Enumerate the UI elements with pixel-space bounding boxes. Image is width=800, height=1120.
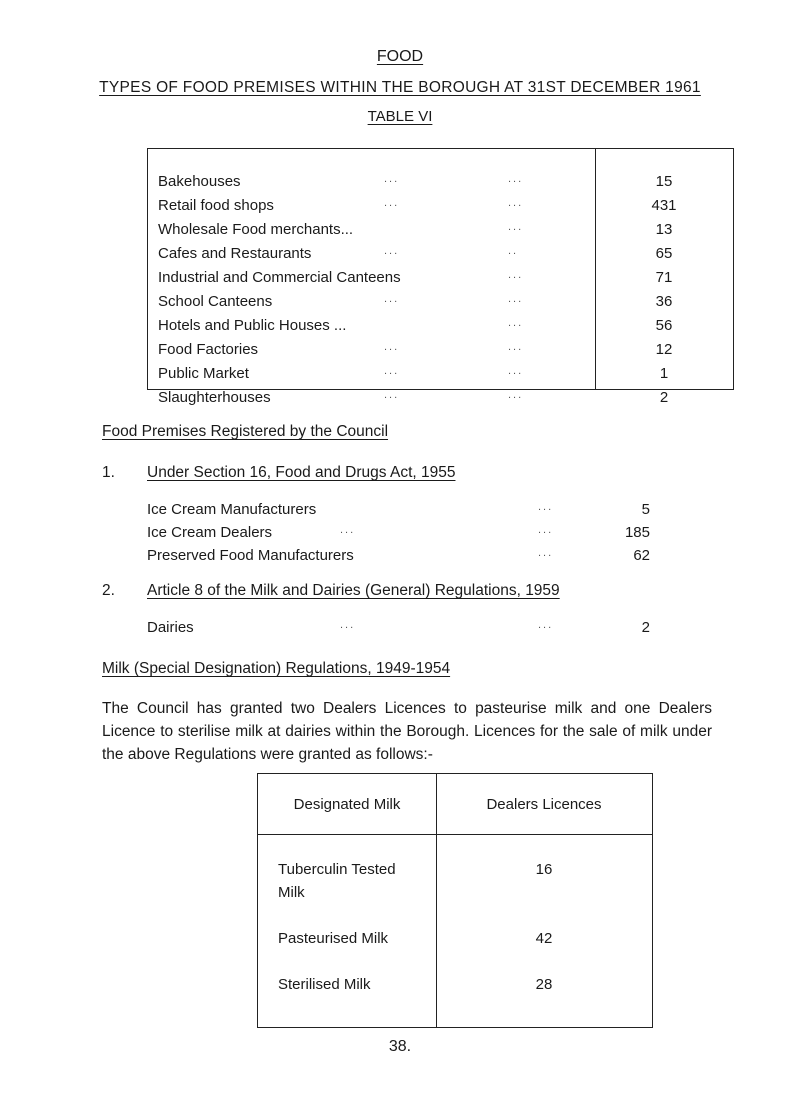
leader-dots: ... xyxy=(384,389,400,401)
premises-label: Retail food shops xyxy=(158,197,274,214)
premises-label: Slaughterhouses xyxy=(158,389,271,406)
leader-dots: ... xyxy=(384,365,400,377)
item-count: 5 xyxy=(641,501,650,518)
leader-dots: ... xyxy=(508,389,524,401)
premises-count: 431 xyxy=(651,197,677,214)
milk-licences: 28 xyxy=(535,976,553,993)
page-heading: FOOD xyxy=(376,48,424,65)
list-item xyxy=(0,524,800,546)
item-count: 2 xyxy=(641,619,650,636)
table-row xyxy=(148,173,733,195)
milk-paragraph: The Council has granted two Dealers Licences to pasteurise milk and one Dealers Licence to sterilise milk at dairies within the Borough. Licences for the sale of milk under the above Regulations were granted as follows:- xyxy=(102,700,712,763)
milk-heading: Milk (Special Designation) Regulations, 1949-1954 xyxy=(102,660,451,677)
leader-dots: ... xyxy=(384,245,400,257)
milk-header-licences: Dealers Licences xyxy=(486,796,602,813)
premises-count: 71 xyxy=(655,269,673,286)
section1-number: 1. xyxy=(102,464,115,481)
premises-label: Food Factories xyxy=(158,341,259,358)
page-subtitle: TYPES OF FOOD PREMISES WITHIN THE BOROUGH AT 31ST DECEMBER 1961 xyxy=(99,79,701,96)
table-row xyxy=(148,245,733,267)
leader-dots: ... xyxy=(538,524,554,536)
premises-label: Hotels and Public Houses ... xyxy=(158,317,347,334)
milk-table xyxy=(257,773,653,1028)
leader-dots: .. xyxy=(508,245,519,257)
premises-label: School Canteens xyxy=(158,293,273,310)
premises-label: Cafes and Restaurants xyxy=(158,245,312,262)
milk-type-line1: Sterilised Milk xyxy=(278,976,371,993)
table-row xyxy=(148,317,733,339)
leader-dots: ... xyxy=(508,341,524,353)
milk-table-hdivider xyxy=(258,834,652,835)
table-row xyxy=(148,293,733,315)
leader-dots: ... xyxy=(384,293,400,305)
leader-dots: ... xyxy=(538,619,554,631)
leader-dots: ... xyxy=(384,341,400,353)
item-count: 185 xyxy=(624,524,650,541)
premises-label: Industrial and Commercial Canteens xyxy=(158,269,401,286)
table-row xyxy=(148,341,733,363)
milk-licences: 42 xyxy=(535,930,553,947)
leader-dots: ... xyxy=(508,269,524,281)
item-count: 62 xyxy=(633,547,650,564)
table-row xyxy=(148,389,733,411)
leader-dots: ... xyxy=(340,619,356,631)
leader-dots: ... xyxy=(384,197,400,209)
premises-count: 15 xyxy=(655,173,673,190)
leader-dots: ... xyxy=(508,365,524,377)
milk-licences: 16 xyxy=(535,861,553,878)
premises-count: 12 xyxy=(655,341,673,358)
leader-dots: ... xyxy=(508,197,524,209)
list-item xyxy=(0,547,800,569)
list-item xyxy=(0,501,800,523)
premises-table xyxy=(147,148,734,406)
table-row xyxy=(148,221,733,243)
section2-number: 2. xyxy=(102,582,115,599)
item-label: Ice Cream Dealers xyxy=(147,524,273,541)
premises-count: 65 xyxy=(655,245,673,262)
item-label: Ice Cream Manufacturers xyxy=(147,501,317,518)
premises-label: Wholesale Food merchants... xyxy=(158,221,354,238)
leader-dots: ... xyxy=(508,317,524,329)
premises-label: Bakehouses xyxy=(158,173,241,190)
milk-type-line1: Tuberculin Tested xyxy=(278,861,396,878)
premises-count: 56 xyxy=(655,317,673,334)
premises-count: 36 xyxy=(655,293,673,310)
item-label: Preserved Food Manufacturers xyxy=(147,547,354,564)
milk-type-line1: Pasteurised Milk xyxy=(278,930,389,947)
section2-title: Article 8 of the Milk and Dairies (General) Regulations, 1959 xyxy=(147,582,560,599)
item-label: Dairies xyxy=(147,619,194,636)
table-row xyxy=(148,197,733,219)
registered-heading: Food Premises Registered by the Council xyxy=(102,423,389,440)
leader-dots: ... xyxy=(508,293,524,305)
leader-dots: ... xyxy=(538,547,554,559)
milk-type-line2: Milk xyxy=(278,884,305,901)
leader-dots: ... xyxy=(340,524,356,536)
table-row xyxy=(148,365,733,387)
list-item xyxy=(0,619,800,641)
premises-count: 2 xyxy=(659,389,669,406)
leader-dots: ... xyxy=(538,501,554,513)
milk-header-designated: Designated Milk xyxy=(293,796,401,813)
leader-dots: ... xyxy=(508,221,524,233)
table-label: TABLE VI xyxy=(367,108,433,125)
section1-title: Under Section 16, Food and Drugs Act, 1955 xyxy=(147,464,456,481)
table-row xyxy=(148,269,733,291)
leader-dots: ... xyxy=(508,173,524,185)
page-number: 38. xyxy=(388,1038,412,1055)
premises-count: 1 xyxy=(659,365,669,382)
premises-label: Public Market xyxy=(158,365,249,382)
premises-count: 13 xyxy=(655,221,673,238)
leader-dots: ... xyxy=(384,173,400,185)
